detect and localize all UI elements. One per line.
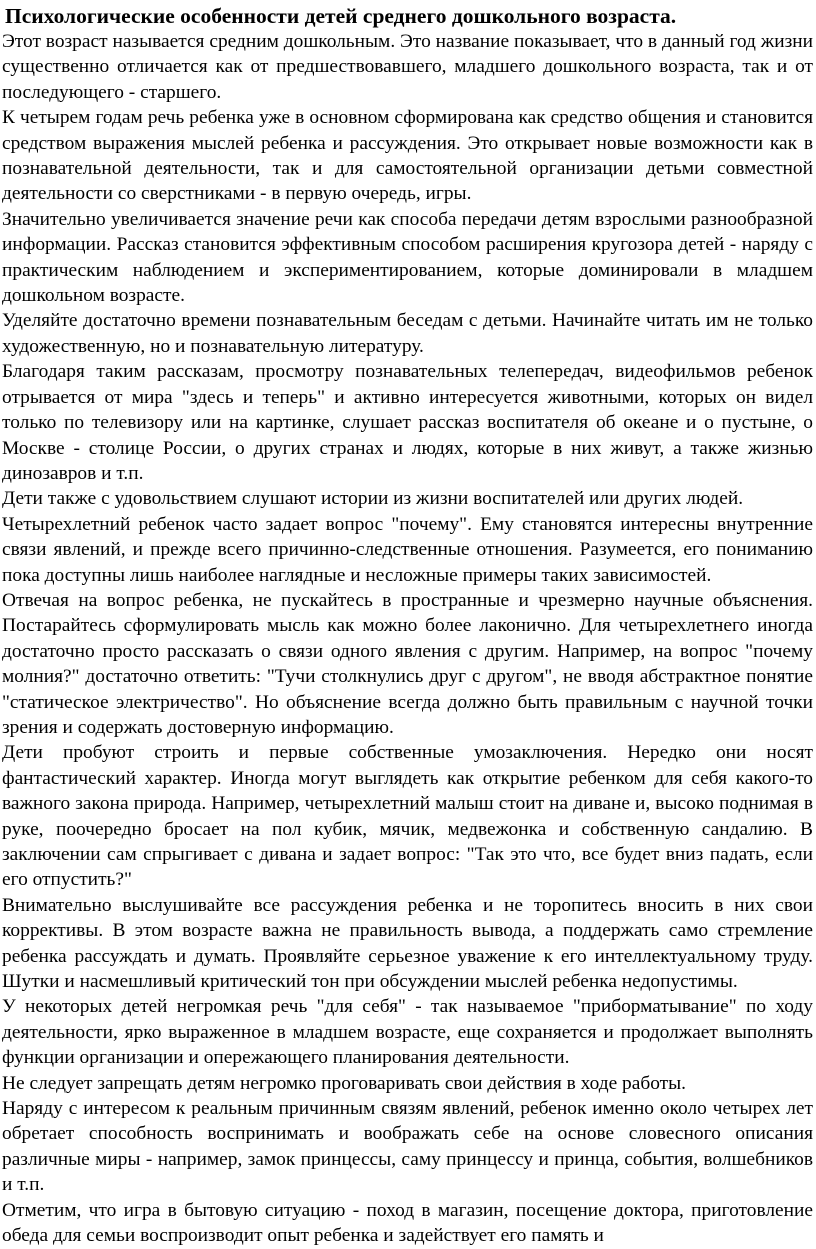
paragraph: Отметим, что игра в бытовую ситуацию - поход в магазин, посещение доктора, приготовление обеда для семьи воспроизводит опыт ребенка и задействует его память и [2, 1199, 813, 1247]
paragraph: Отвечая на вопрос ребенка, не пускайтесь в пространные и чрезмерно научные объяснения. Постарайтесь сформулировать мысль как можно более лаконично. Для четырехлетнего иногда достаточно просто рассказать о связи одного явления с другим. Например, на вопрос "почему молния?" достаточно ответить: "Тучи столкнулись друг с другом", не вводя абстрактное понятие "статическое электричество". Но объяснение всегда должно быть правильным с научной точки зрения и содержать достоверную информацию. [2, 589, 813, 738]
paragraph: Уделяйте достаточно времени познавательным беседам с детьми. Начинайте читать им не только художественную, но и познавательную литературу. [2, 310, 813, 357]
paragraph: Наряду с интересом к реальным причинным связям явлений, ребенок именно около четырех лет обретает способность воспринимать и воображать себе на основе словесного описания различные миры - например, замок принцессы, саму принцессу и принца, события, волшебников и т.п. [2, 1098, 813, 1196]
paragraph: Дети пробуют строить и первые собственные умозаключения. Нередко они носят фантастический характер. Иногда могут выглядеть как открытие ребенком для себя какого-то важного закона природа. Например, четырехлетний малыш стоит на диване и, высоко поднимая в руке, поочередно бросает на пол кубик, мячик, медвежонка и собственную сандалию. В заключении сам спрыгивает с дивана и задает вопрос: "Так это что, все будет вниз падать, если его отпустить?" [2, 742, 813, 891]
paragraph: Этот возраст называется средним дошкольным. Это название показывает, что в данный год жизни существенно отличается как от предшествовавшего, младшего дошкольного возраста, так и от последующего - старшего. [2, 31, 813, 103]
paragraph: Значительно увеличивается значение речи как способа передачи детям взрослыми разнообразной информации. Рассказ становится эффективным способом расширения кругозора детей - наряду с практическим наблюдением и экспериментированием, которые доминировали в младшем дошкольном возрасте. [2, 208, 813, 307]
paragraph: Благодаря таким рассказам, просмотру познавательных телепередач, видеофильмов ребенок отрывается от мира "здесь и теперь" и активно интересуется животными, которых он видел только по телевизору или на картинке, слушает рассказ воспитателя об океане и о пустыне, о Москве - столице России, о других странах и людях, которые в них живут, а также жизнью динозавров и т.п. [2, 361, 813, 484]
paragraph: Дети также с удовольствием слушают истории из жизни воспитателей или других людей. [2, 488, 744, 510]
document-body [2, 3, 813, 1249]
paragraph: Внимательно выслушивайте все рассуждения ребенка и не торопитесь вносить в них свои коррективы. В этом возрасте важна не правильность вывода, а поддержать само стремление ребенка рассуждать и думать. Проявляйте серьезное уважение к его интеллектуальному труду. Шутки и насмешливый критический тон при обсуждении мыслей ребенка недопустимы. [2, 894, 813, 993]
paragraph: У некоторых детей негромкая речь "для себя" - так называемое "приборматывание" по ходу деятельности, ярко выраженное в младшем возрасте, еще сохраняется и продолжает выполнять функции организации и опережающего планирования деятельности. [2, 996, 813, 1069]
document-title: Психологические особенности детей среднего дошкольного возраста. [5, 4, 677, 28]
paragraph: Четырехлетний ребенок часто задает вопрос "почему". Ему становятся интересны внутренние связи явлений, и прежде всего причинно-следственные отношения. Разумеется, его пониманию пока доступны лишь наиболее наглядные и несложные примеры таких зависимостей. [2, 513, 813, 586]
paragraph: К четырем годам речь ребенка уже в основном сформирована как средство общения и становится средством выражения мыслей ребенка и рассуждения. Это открывает новые возможности как в познавательной деятельности, так и для самостоятельной организации детьми совместной деятельности со сверстниками - в первую очередь, игры. [2, 107, 813, 205]
paragraph: Не следует запрещать детям негромко проговаривать свои действия в ходе работы. [2, 1072, 686, 1094]
